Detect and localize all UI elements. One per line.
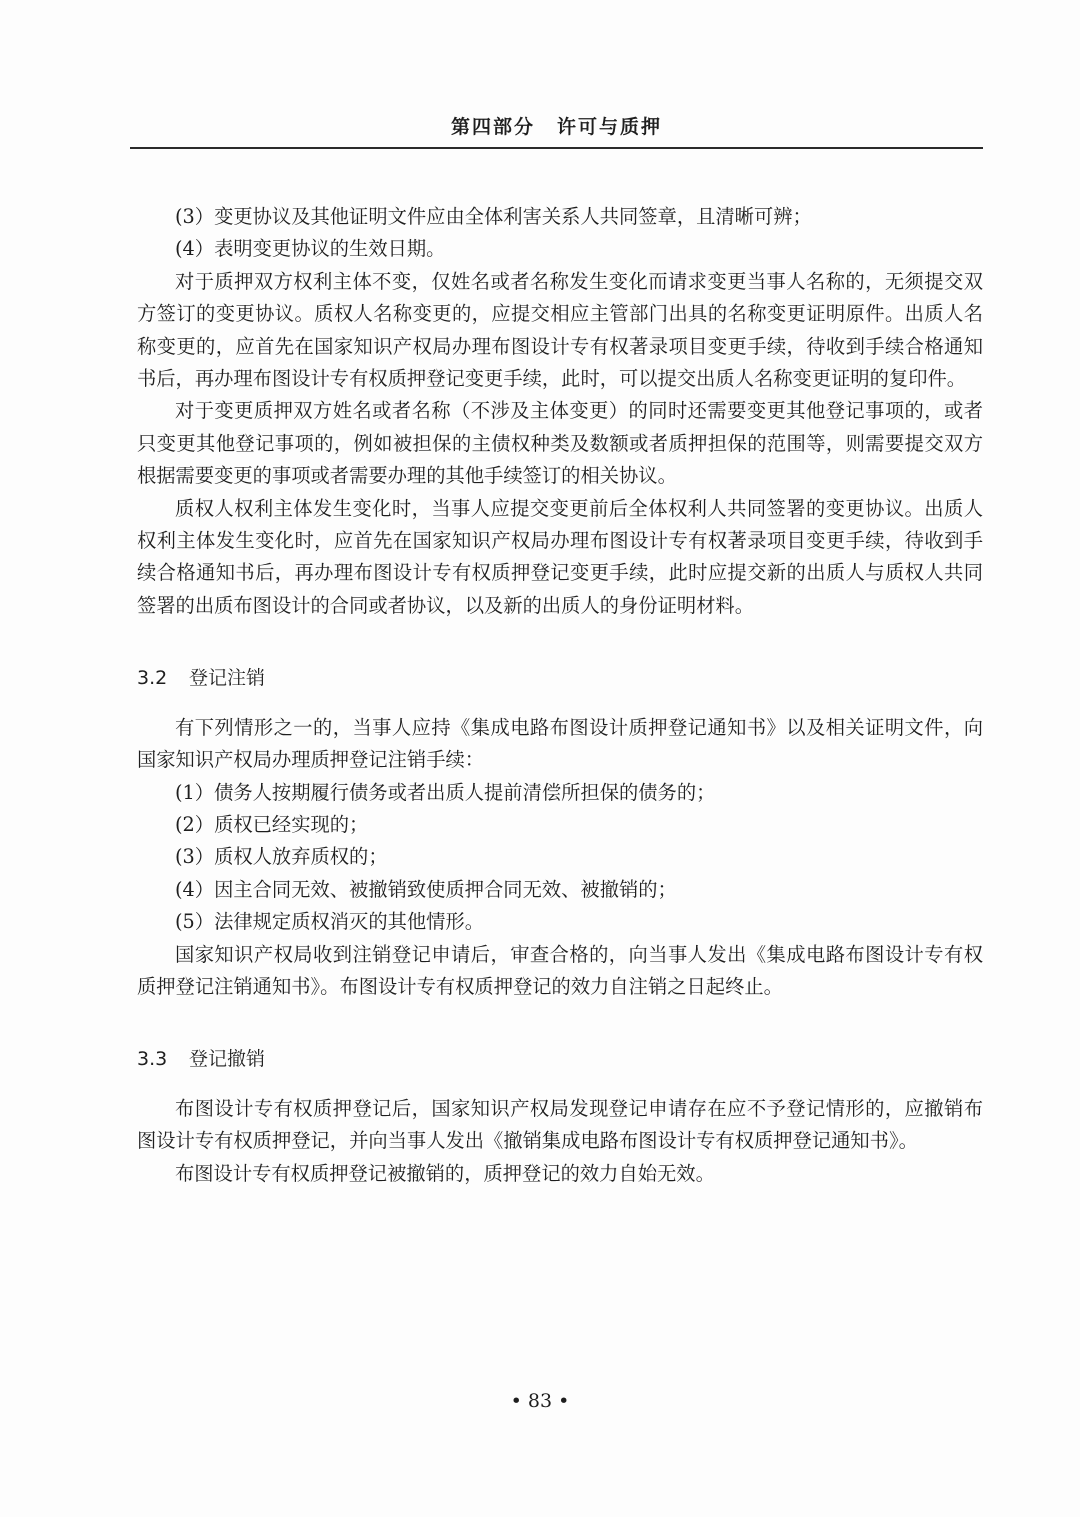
paragraph: 对于变更质押双方姓名或者名称（不涉及主体变更）的同时还需要变更其他登记事项的，或者只变更其他登记事项的，例如被担保的主债权种类及数额或者质押担保的范围等，则需要提交双方根据需要变更的事项或者需要办理的其他手续签订的相关协议。	[137, 399, 983, 488]
list-item: (4）因主合同无效、被撤销致使质押合同无效、被撤销的；	[175, 877, 677, 901]
paragraph: 布图设计专有权质押登记被撤销的，质押登记的效力自始无效。	[175, 1161, 715, 1185]
section-number: 3.2	[137, 667, 168, 690]
list-item: (2）质权已经实现的；	[175, 812, 369, 836]
page-body	[137, 201, 983, 1190]
paragraph: 质权人权利主体发生变化时，当事人应提交变更前后全体权利人共同签署的变更协议。出质人权利主体发生变化时，应首先在国家知识产权局办理布图设计专有权著录项目变更手续，待收到手续合格通知书后，再办理布图设计专有权质押登记变更手续，此时应提交新的出质人与质权人共同签署的出质布图设计的合同或者协议，以及新的出质人的身份证明材料。	[137, 496, 983, 617]
list-item: (3）质权人放弃质权的；	[175, 845, 388, 869]
paragraph: 有下列情形之一的，当事人应持《集成电路布图设计质押登记通知书》以及相关证明文件，向国家知识产权局办理质押登记注销手续：	[137, 715, 983, 772]
list-item: (5）法律规定质权消灭的其他情形。	[175, 910, 485, 934]
header-rule	[130, 147, 983, 149]
header-part: 第四部分	[450, 116, 535, 138]
running-header	[130, 112, 983, 139]
section-title: 登记注销	[189, 667, 266, 690]
list-item: (4）表明变更协议的生效日期。	[175, 237, 446, 261]
section-heading-3-3	[137, 1043, 983, 1075]
section-number: 3.3	[137, 1048, 168, 1071]
list-item: (3）变更协议及其他证明文件应由全体利害关系人共同签章，且清晰可辨；	[175, 205, 812, 228]
paragraph: 布图设计专有权质押登记后，国家知识产权局发现登记申请存在应不予登记情形的，应撤销布图设计专有权质押登记，并向当事人发出《撤销集成电路布图设计专有权质押登记通知书》。	[137, 1096, 983, 1153]
paragraph: 对于质押双方权利主体不变，仅姓名或者名称发生变化而请求变更当事人名称的，无须提交双方签订的变更协议。质权人名称变更的，应提交相应主管部门出具的名称变更证明原件。出质人名称变更的，应首先在国家知识产权局办理布图设计专有权著录项目变更手续，待收到手续合格通知书后，再办理布图设计专有权质押登记变更手续，此时，可以提交出质人名称变更证明的复印件。	[137, 269, 983, 391]
paragraph: 国家知识产权局收到注销登记申请后，审查合格的，向当事人发出《集成电路布图设计专有权质押登记注销通知书》。布图设计专有权质押登记的效力自注销之日起终止。	[137, 942, 983, 998]
list-item: (1）债务人按期履行债务或者出质人提前清偿所担保的债务的；	[175, 780, 716, 804]
header-title: 许可与质押	[557, 116, 663, 138]
page-number: • 83 •	[510, 1390, 570, 1412]
section-title: 登记撤销	[189, 1048, 266, 1071]
section-heading-3-2	[137, 662, 983, 694]
